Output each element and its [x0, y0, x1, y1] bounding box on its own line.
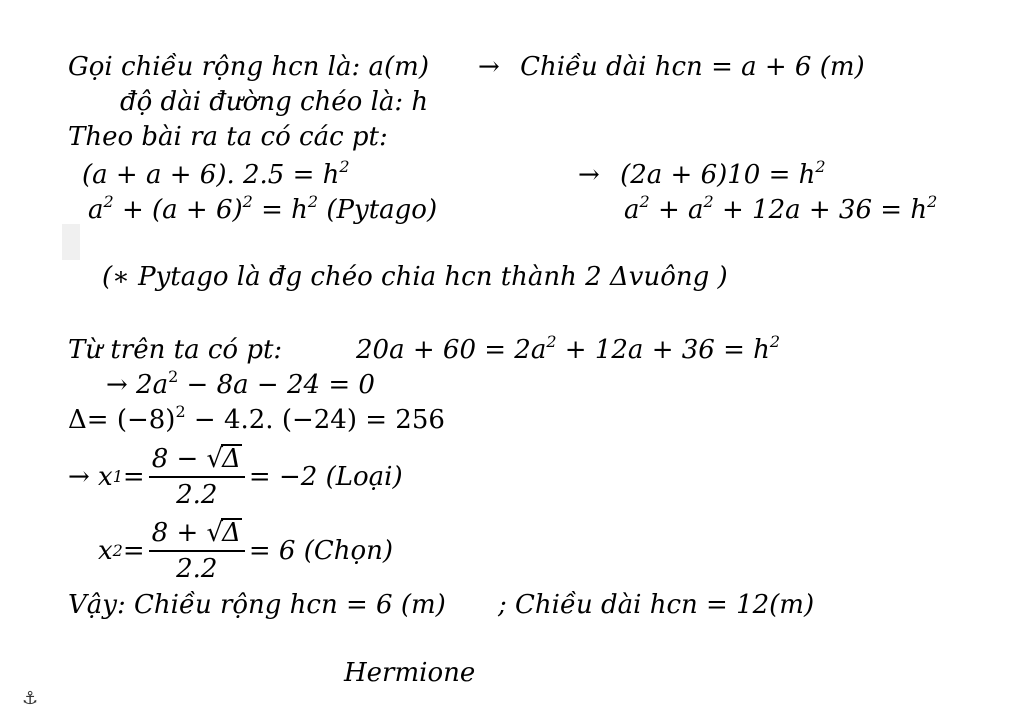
- quadratic-equation: → $2a^2 - 8a - 24 = 0$: [106, 367, 375, 400]
- conclusion-length: ; Chiều dài hcn = 12(m): [498, 590, 815, 620]
- paragraph-marker: [62, 224, 80, 260]
- pythagoras-note: (∗ Pytago là đg chéo chia hcn thành 2 Δvuông ): [102, 262, 728, 292]
- equation-perimeter-simplified: → $(2a + 6)10 = h^2$: [578, 157, 826, 190]
- line-equations-intro: [68, 122, 388, 152]
- line-width-def: [68, 52, 429, 82]
- combined-equation-label: Từ trên ta có pt:: [68, 335, 283, 365]
- length-definition: Chiều dài hcn = a + 6 (m): [520, 52, 865, 82]
- root-x2: x 2 = $\frac{8 + √\Delta}{2.2}$ = 6 (Chọn): [98, 518, 394, 584]
- width-definition: Gọi chiều rộng hcn là: a(m): [68, 52, 429, 82]
- discriminant-line: $\Delta= (-8)^2 - 4.2$. (−24) = 256: [68, 402, 445, 435]
- x1-fraction: $\frac{8 - √\Delta}{2.2}$: [149, 444, 245, 510]
- line-diagonal-def: [120, 87, 428, 117]
- equation-pythagoras: $a^2 + (a + 6)^2 = h^2$ (Pytago): [88, 192, 438, 225]
- arrow-icon: →: [578, 160, 600, 190]
- combined-equation: $20a + 60 = 2a^2 + 12a + 36 = h^2$: [356, 332, 781, 365]
- equation-perimeter: (a + a + 6). $2.5 = h^2$: [82, 157, 350, 190]
- arrow-icon: →: [106, 370, 128, 400]
- anchor-icon: ⚓: [22, 688, 39, 709]
- arrow-icon: →: [478, 52, 500, 82]
- diagonal-definition: độ dài đường chéo là: h: [120, 87, 429, 117]
- equations-intro: Theo bài ra ta có các pt:: [68, 122, 388, 152]
- line-length-def: [478, 52, 865, 82]
- conclusion-width: Vậy: Chiều rộng hcn = 6 (m): [68, 590, 446, 620]
- equation-pythagoras-expanded: $a^2 + a^2 + 12a + 36 = h^2$: [624, 192, 938, 225]
- root-x1: → x 1 = $\frac{8 - √\Delta}{2.2}$ = −2 (Loại): [68, 444, 403, 510]
- signature: Hermione: [344, 658, 476, 688]
- x2-fraction: $\frac{8 + √\Delta}{2.2}$: [149, 518, 245, 584]
